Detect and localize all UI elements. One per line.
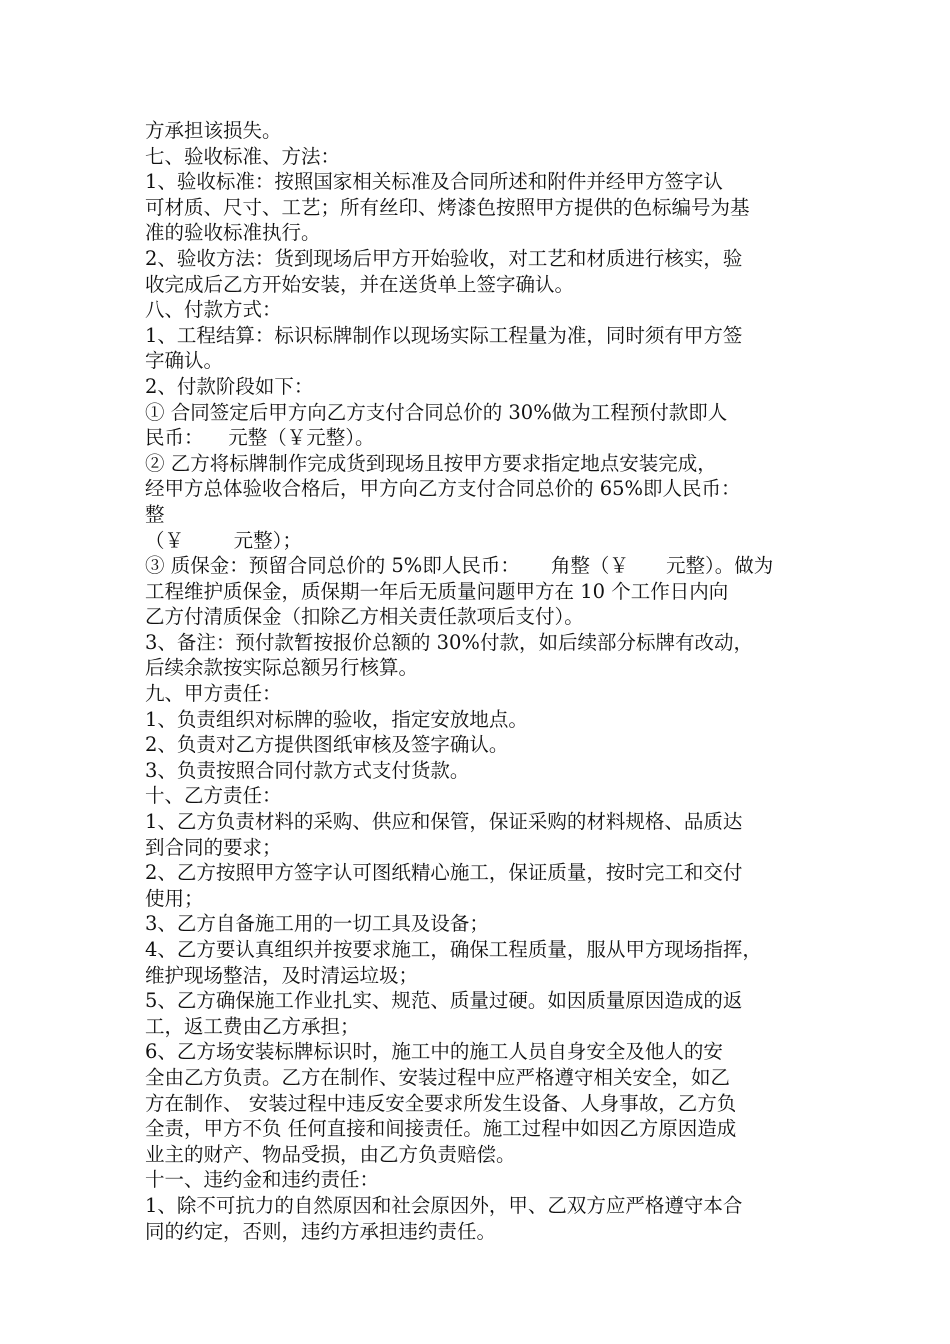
text-line: 2、乙方按照甲方签字认可图纸精心施工，保证质量，按时完工和交付 — [145, 861, 743, 885]
text-line: 工，返工费由乙方承担； — [145, 1014, 360, 1038]
text-line: 工程维护质保金，质保期一年后无质量问题甲方在 10 个工作日内向 — [145, 579, 729, 603]
text-line: 准的验收标准执行。 — [145, 221, 321, 245]
text-line: 1、工程结算：标识标牌制作以现场实际工程量为准，同时须有甲方签 — [145, 323, 743, 347]
text-line: 3、备注：预付款暂按报价总额的 30%付款，如后续部分标牌有改动， — [145, 630, 753, 654]
text-line: 方承担该损失。 — [145, 119, 282, 142]
text-line: 1、验收标准：按照国家相关标准及合同所述和附件并经甲方签字认 — [145, 170, 723, 194]
text-line: ② 乙方将标牌制作完成货到现场且按甲方要求指定地点安装完成， — [145, 451, 717, 475]
section-heading: 十一、违约金和违约责任： — [145, 1168, 380, 1192]
text-line: 维护现场整洁，及时清运垃圾； — [145, 963, 419, 987]
text-line: 到合同的要求； — [145, 835, 282, 859]
section-heading: 十、乙方责任： — [145, 784, 282, 808]
text-line: 1、乙方负责材料的采购、供应和保管，保证采购的材料规格、品质达 — [145, 810, 743, 834]
text-line: 民币： 元整（￥元整）。 — [145, 426, 375, 450]
text-line: 可材质、尺寸、工艺；所有丝印、烤漆色按照甲方提供的色标编号为基 — [145, 195, 750, 219]
text-line: 业主的财产、物品受损，由乙方负责赔偿。 — [145, 1142, 516, 1166]
text-line: 3、负责按照合同付款方式支付货款。 — [145, 758, 470, 782]
text-line: 6、乙方场安装标牌标识时，施工中的施工人员自身安全及他人的安 — [145, 1040, 723, 1064]
text-line: 使用； — [145, 886, 204, 910]
text-line: 经甲方总体验收合格后，甲方向乙方支付合同总价的 65%即人民币： — [145, 477, 741, 501]
text-line: 乙方付清质保金（扣除乙方相关责任款项后支付）。 — [145, 605, 584, 629]
text-line: ③ 质保金：预留合同总价的 5%即人民币： 角整（￥ 元整）。做为 — [145, 554, 774, 578]
text-line: 4、乙方要认真组织并按要求施工，确保工程质量，服从甲方现场指挥， — [145, 938, 762, 961]
text-line: 2、付款阶段如下： — [145, 374, 314, 398]
text-line: 2、负责对乙方提供图纸审核及签字确认。 — [145, 733, 509, 757]
document-page — [145, 118, 825, 1244]
text-line: 5、乙方确保施工作业扎实、规范、质量过硬。如因质量原因造成的返 — [145, 989, 743, 1013]
text-line: 同的约定，否则，违约方承担违约责任。 — [145, 1219, 497, 1243]
text-line: 3、乙方自备施工用的一切工具及设备； — [145, 912, 489, 936]
text-line: 后续余款按实际总额另行核算。 — [145, 656, 419, 680]
text-line: 全责，甲方不负 任何直接和间接责任。施工过程中如因乙方原因造成 — [145, 1117, 737, 1141]
text-line: 收完成后乙方开始安装，并在送货单上签字确认。 — [145, 272, 575, 296]
text-line: （￥ 元整）； — [145, 528, 302, 552]
text-line: ① 合同签定后甲方向乙方支付合同总价的 30%做为工程预付款即人 — [145, 400, 728, 424]
text-line: 1、除不可抗力的自然原因和社会原因外，甲、乙双方应严格遵守本合 — [145, 1193, 743, 1217]
section-heading: 九、甲方责任： — [145, 682, 282, 706]
section-heading: 八、付款方式： — [145, 298, 282, 322]
text-line: 1、负责组织对标牌的验收，指定安放地点。 — [145, 707, 528, 731]
text-line: 全由乙方负责。乙方在制作、安装过程中应严格遵守相关安全，如乙 — [145, 1065, 731, 1089]
text-line: 字确认。 — [145, 349, 224, 373]
section-heading: 七、验收标准、方法： — [145, 144, 341, 168]
text-line: 2、验收方法：货到现场后甲方开始验收，对工艺和材质进行核实，验 — [145, 246, 743, 270]
text-line: 方在制作、 安装过程中违反安全要求所发生设备、人身事故，乙方负 — [145, 1091, 737, 1115]
text-line: 整 — [145, 502, 165, 526]
